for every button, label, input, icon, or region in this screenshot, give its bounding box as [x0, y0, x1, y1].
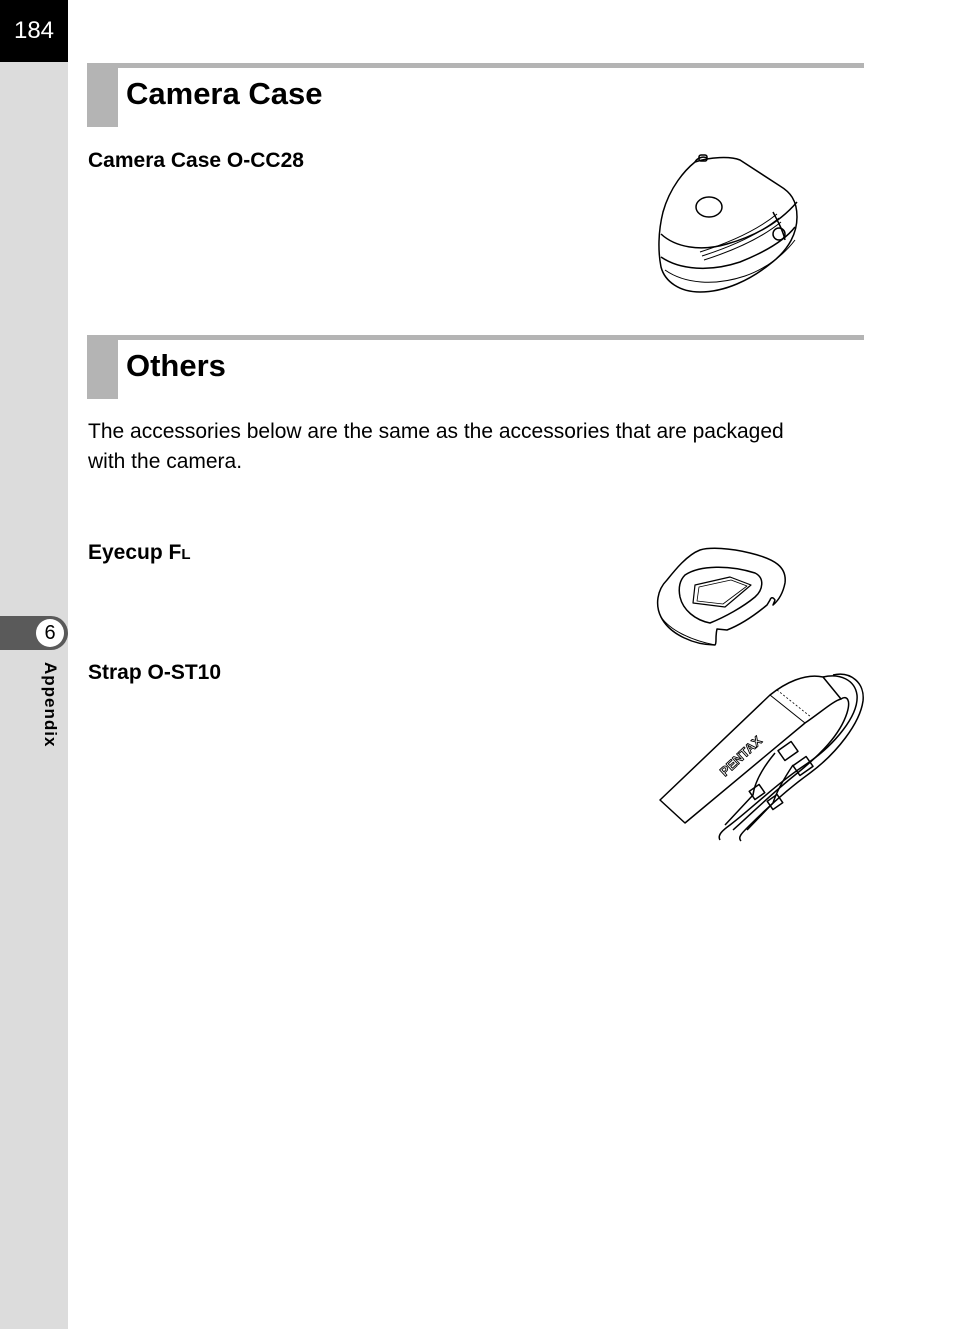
page-number: 184: [0, 0, 68, 62]
strap-illustration: [655, 665, 865, 845]
eyecup-illustration: [655, 545, 790, 650]
header-rule: [87, 63, 864, 68]
header-block: [87, 63, 118, 127]
section-title: Others: [126, 348, 226, 383]
others-intro-text: The accessories below are the same as the accessories that are packaged with the camera.: [88, 420, 784, 473]
header-block: [87, 335, 118, 399]
pentax-logo-text: PENTAX: [716, 732, 765, 780]
chapter-label: Appendix: [41, 662, 60, 748]
section-title: Camera Case: [126, 76, 323, 111]
section-header-others: [87, 335, 864, 399]
header-rule: [87, 335, 864, 340]
eyecup-label-main: Eyecup F: [88, 541, 182, 564]
strap-item-label: Strap O-ST10: [88, 661, 222, 684]
camera-case-illustration: [655, 152, 805, 297]
section-header-camera-case: [87, 63, 864, 127]
eyecup-item-label: [88, 541, 191, 565]
camera-case-item-label: Camera Case O-CC28: [88, 149, 304, 172]
eyecup-label-sub: L: [181, 546, 191, 563]
chapter-number: 6: [36, 619, 64, 647]
